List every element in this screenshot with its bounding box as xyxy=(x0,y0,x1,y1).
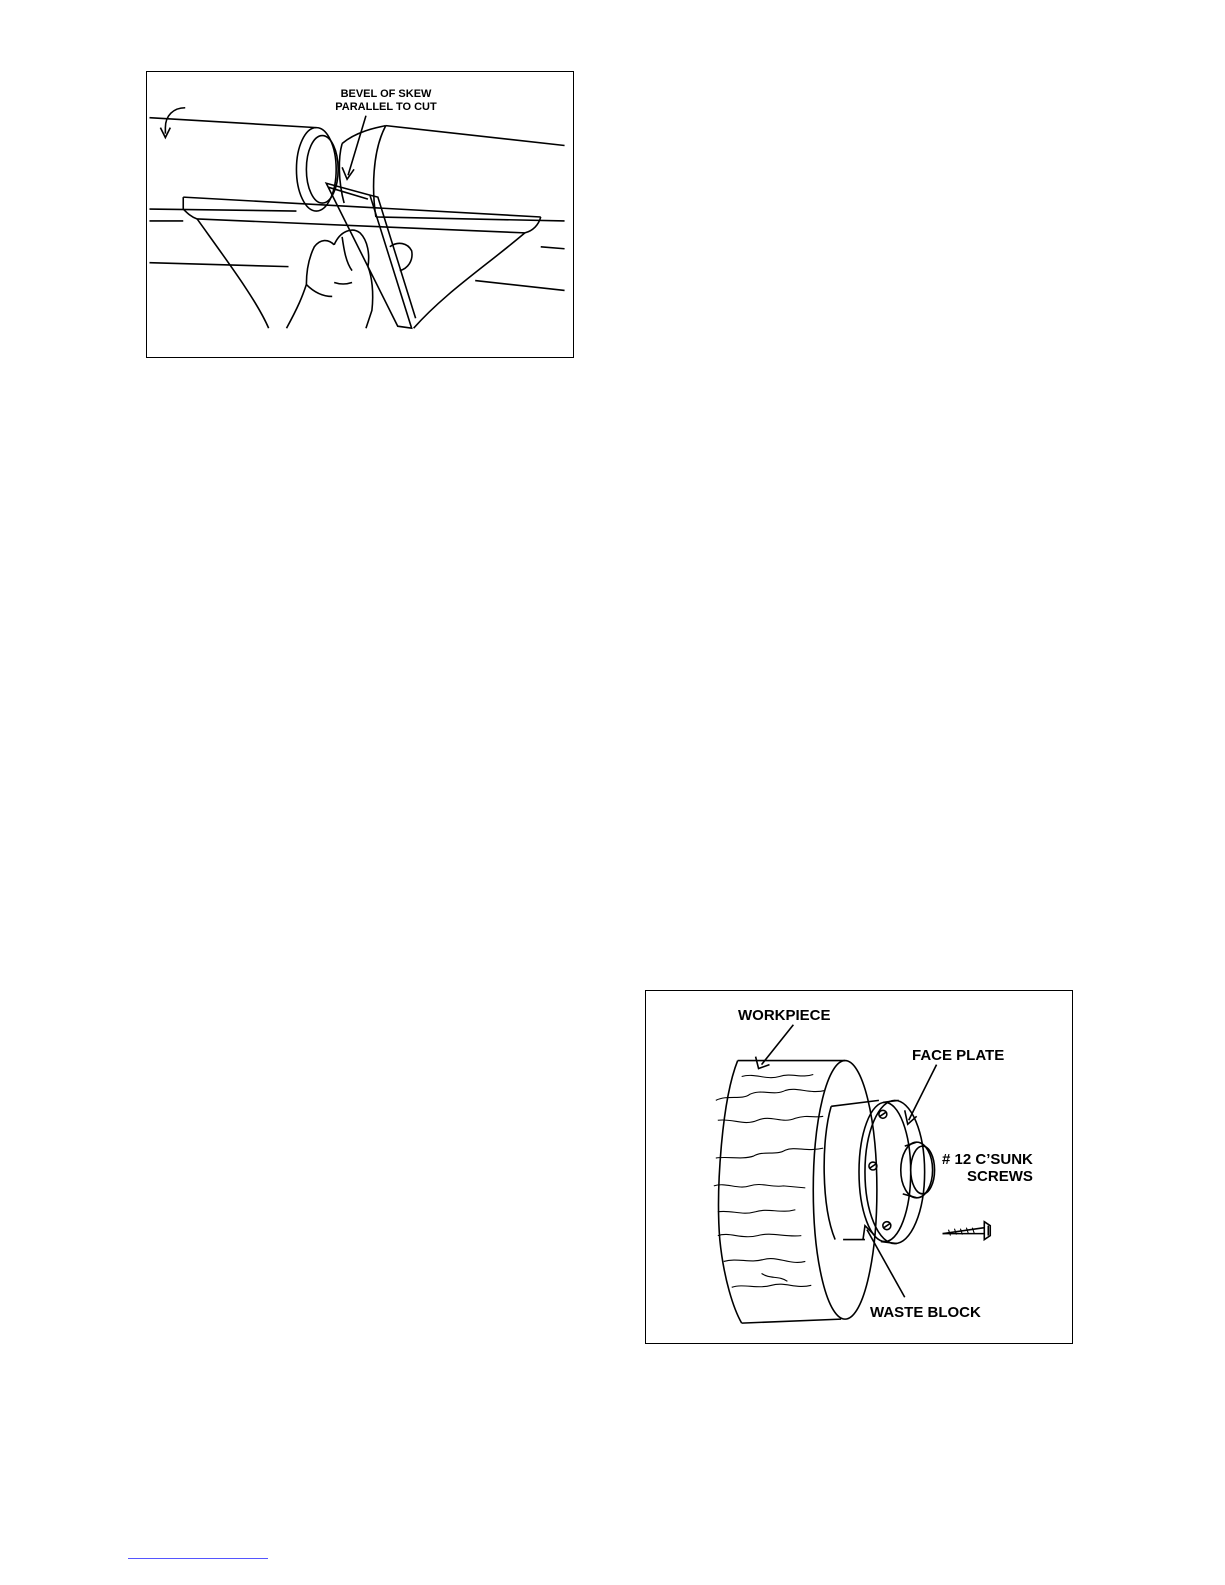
spindle-workpiece xyxy=(149,118,564,221)
figure-faceplate-mounting xyxy=(645,990,1073,1344)
wood-grain xyxy=(716,1089,825,1100)
bevel-leader-arrow xyxy=(342,116,366,180)
screw-icon xyxy=(943,1222,991,1240)
footer-rule xyxy=(128,1558,268,1559)
figure-skew-cut xyxy=(146,71,574,358)
hand xyxy=(287,230,413,328)
rotation-arrow-icon xyxy=(160,108,185,138)
face-plate-label: FACE PLATE xyxy=(912,1047,1005,1064)
wasteblock-leader-arrow xyxy=(863,1226,905,1298)
skew-chisel xyxy=(326,183,415,328)
tool-rest xyxy=(149,197,564,328)
face-plate-disc xyxy=(859,1100,935,1243)
bevel-label-line2: PARALLEL TO CUT xyxy=(335,100,437,113)
skew-illustration xyxy=(147,72,573,357)
workpiece-label: WORKPIECE xyxy=(738,1007,831,1024)
countersunk-screws-label xyxy=(942,1151,1033,1186)
bevel-of-skew-label xyxy=(311,88,461,113)
bevel-label-line1: BEVEL OF SKEW xyxy=(340,88,432,100)
workpiece-cylinder xyxy=(714,1061,877,1324)
workpiece-leader-arrow xyxy=(756,1025,794,1069)
screws-label-line2: SCREWS xyxy=(967,1168,1033,1186)
screws-label-line1: # 12 C’SUNK xyxy=(942,1151,1033,1168)
faceplate-leader-arrow xyxy=(905,1065,937,1125)
waste-block-label: WASTE BLOCK xyxy=(870,1304,981,1321)
